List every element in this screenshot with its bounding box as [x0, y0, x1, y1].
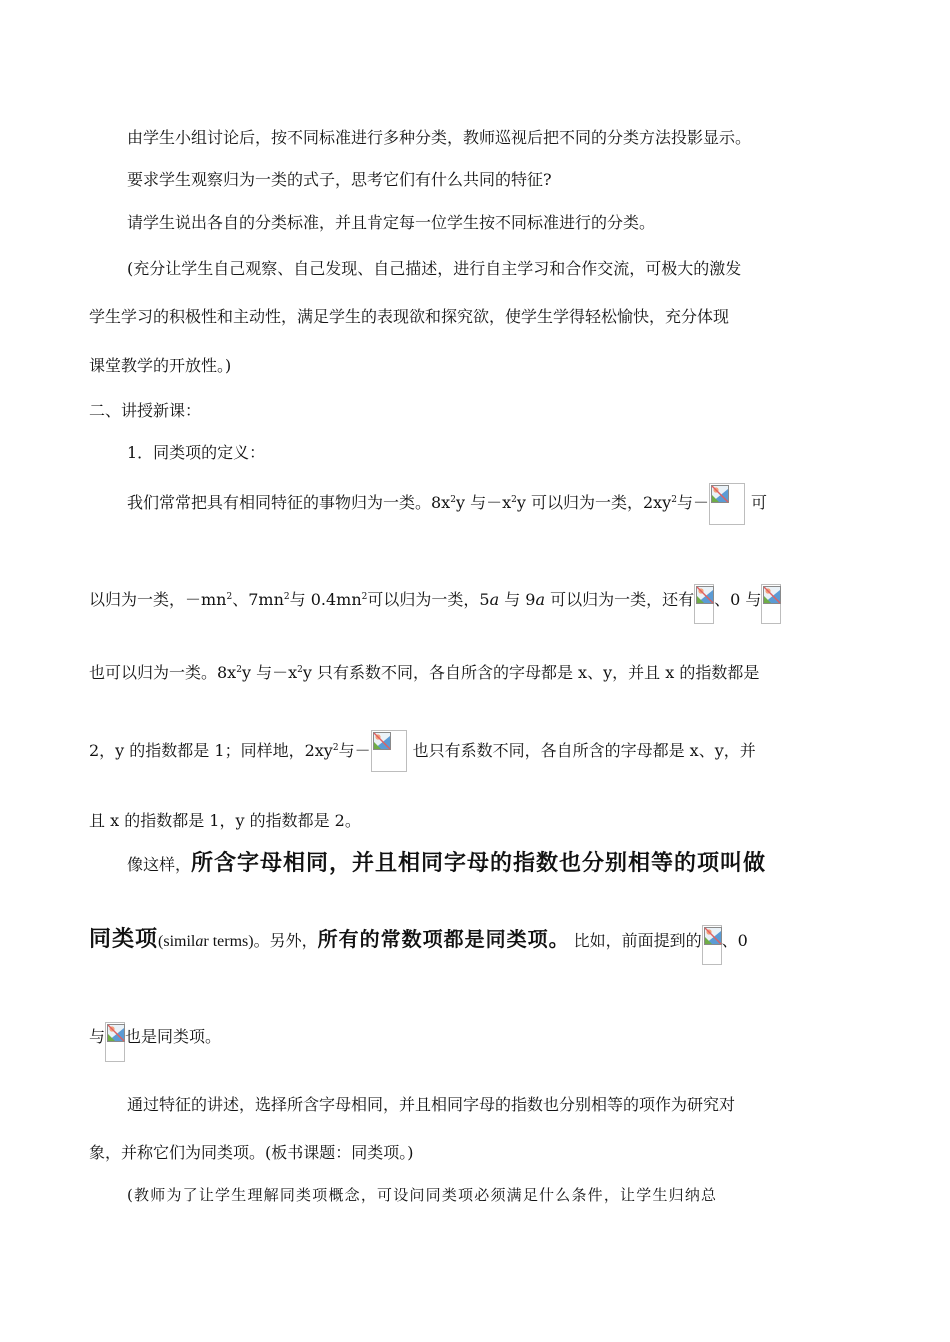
- paragraph-note-line-1: (充分让学生自己观察、自己发现、自己描述，进行自主学习和合作交流，可极大的激发: [127, 259, 742, 278]
- image-placeholder-icon: [763, 586, 781, 604]
- definition-line-3: 与 也是同类项。: [89, 1024, 221, 1062]
- paragraph-criteria: 请学生说出各自的分类标准，并且肯定每一位学生按不同标准进行的分类。: [127, 213, 656, 232]
- intro-line-2: 以归为一类，$-mn^2$、$7mn^2$与 $0.4mn^2$可以归为一类，5a 与 9a 可以归为一类，还有 、0 与: [89, 587, 781, 624]
- broken-image-icon: [761, 584, 781, 624]
- paragraph-discussion: 由学生小组讨论后，按不同标准进行多种分类，教师巡视后把不同的分类方法投影显示。: [127, 128, 752, 147]
- broken-image-icon: [709, 483, 745, 525]
- broken-image-icon: [694, 584, 714, 624]
- intro-line-3: 也可以归为一类。$8x^2y$ 与$-x^2y$ 只有系数不同，各自所含的字母都是 x、y，并且 x 的指数都是: [89, 663, 760, 682]
- image-placeholder-icon: [373, 732, 391, 750]
- definition-line-1: 像这样，所含字母相同，并且相同字母的指数也分别相等的项叫做: [127, 851, 767, 876]
- paragraph-note-line-3: 课堂教学的开放性。): [89, 356, 232, 375]
- image-placeholder-icon: [696, 586, 714, 604]
- broken-image-icon: [702, 925, 722, 965]
- broken-image-icon: [371, 730, 407, 772]
- image-placeholder-icon: [107, 1024, 125, 1042]
- paragraph-observe: 要求学生观察归为一类的式子，思考它们有什么共同的特征?: [127, 170, 552, 189]
- intro-line-5: 且 x 的指数都是 1，y 的指数都是 2。: [89, 811, 361, 830]
- section-heading: 二、讲授新课：: [89, 401, 202, 420]
- intro-line-4: 2，y 的指数都是 1；同样地，$2xy^2$与－ 也只有系数不同，各自所含的字母都是 x、y，并: [89, 738, 756, 772]
- summary-line-1: 通过特征的讲述，选择所含字母相同，并且相同字母的指数也分别相等的项作为研究对: [127, 1095, 736, 1114]
- paragraph-note-line-2: 学生学习的积极性和主动性，满足学生的表现欲和探究欲，使学生学得轻松愉快，充分体现: [89, 307, 730, 326]
- sub-heading: 1．同类项的定义：: [127, 443, 266, 462]
- definition-line-2: 同类项(similar terms)。另外，所有的常数项都是同类项。 比如，前面提到的 、0: [89, 925, 748, 965]
- teacher-note: (教师为了让学生理解同类项概念，可设问同类项必须满足什么条件，让学生归纳总: [127, 1186, 718, 1204]
- intro-line-1: 我们常常把具有相同特征的事物归为一类。$8x^2y$ 与$-x^2y$ 可以归为一类，$2xy^2$与－ 可: [127, 490, 767, 525]
- image-placeholder-icon: [711, 485, 729, 503]
- image-placeholder-icon: [704, 927, 722, 945]
- broken-image-icon: [105, 1022, 125, 1062]
- summary-line-2: 象，并称它们为同类项。(板书课题：同类项。): [89, 1143, 414, 1162]
